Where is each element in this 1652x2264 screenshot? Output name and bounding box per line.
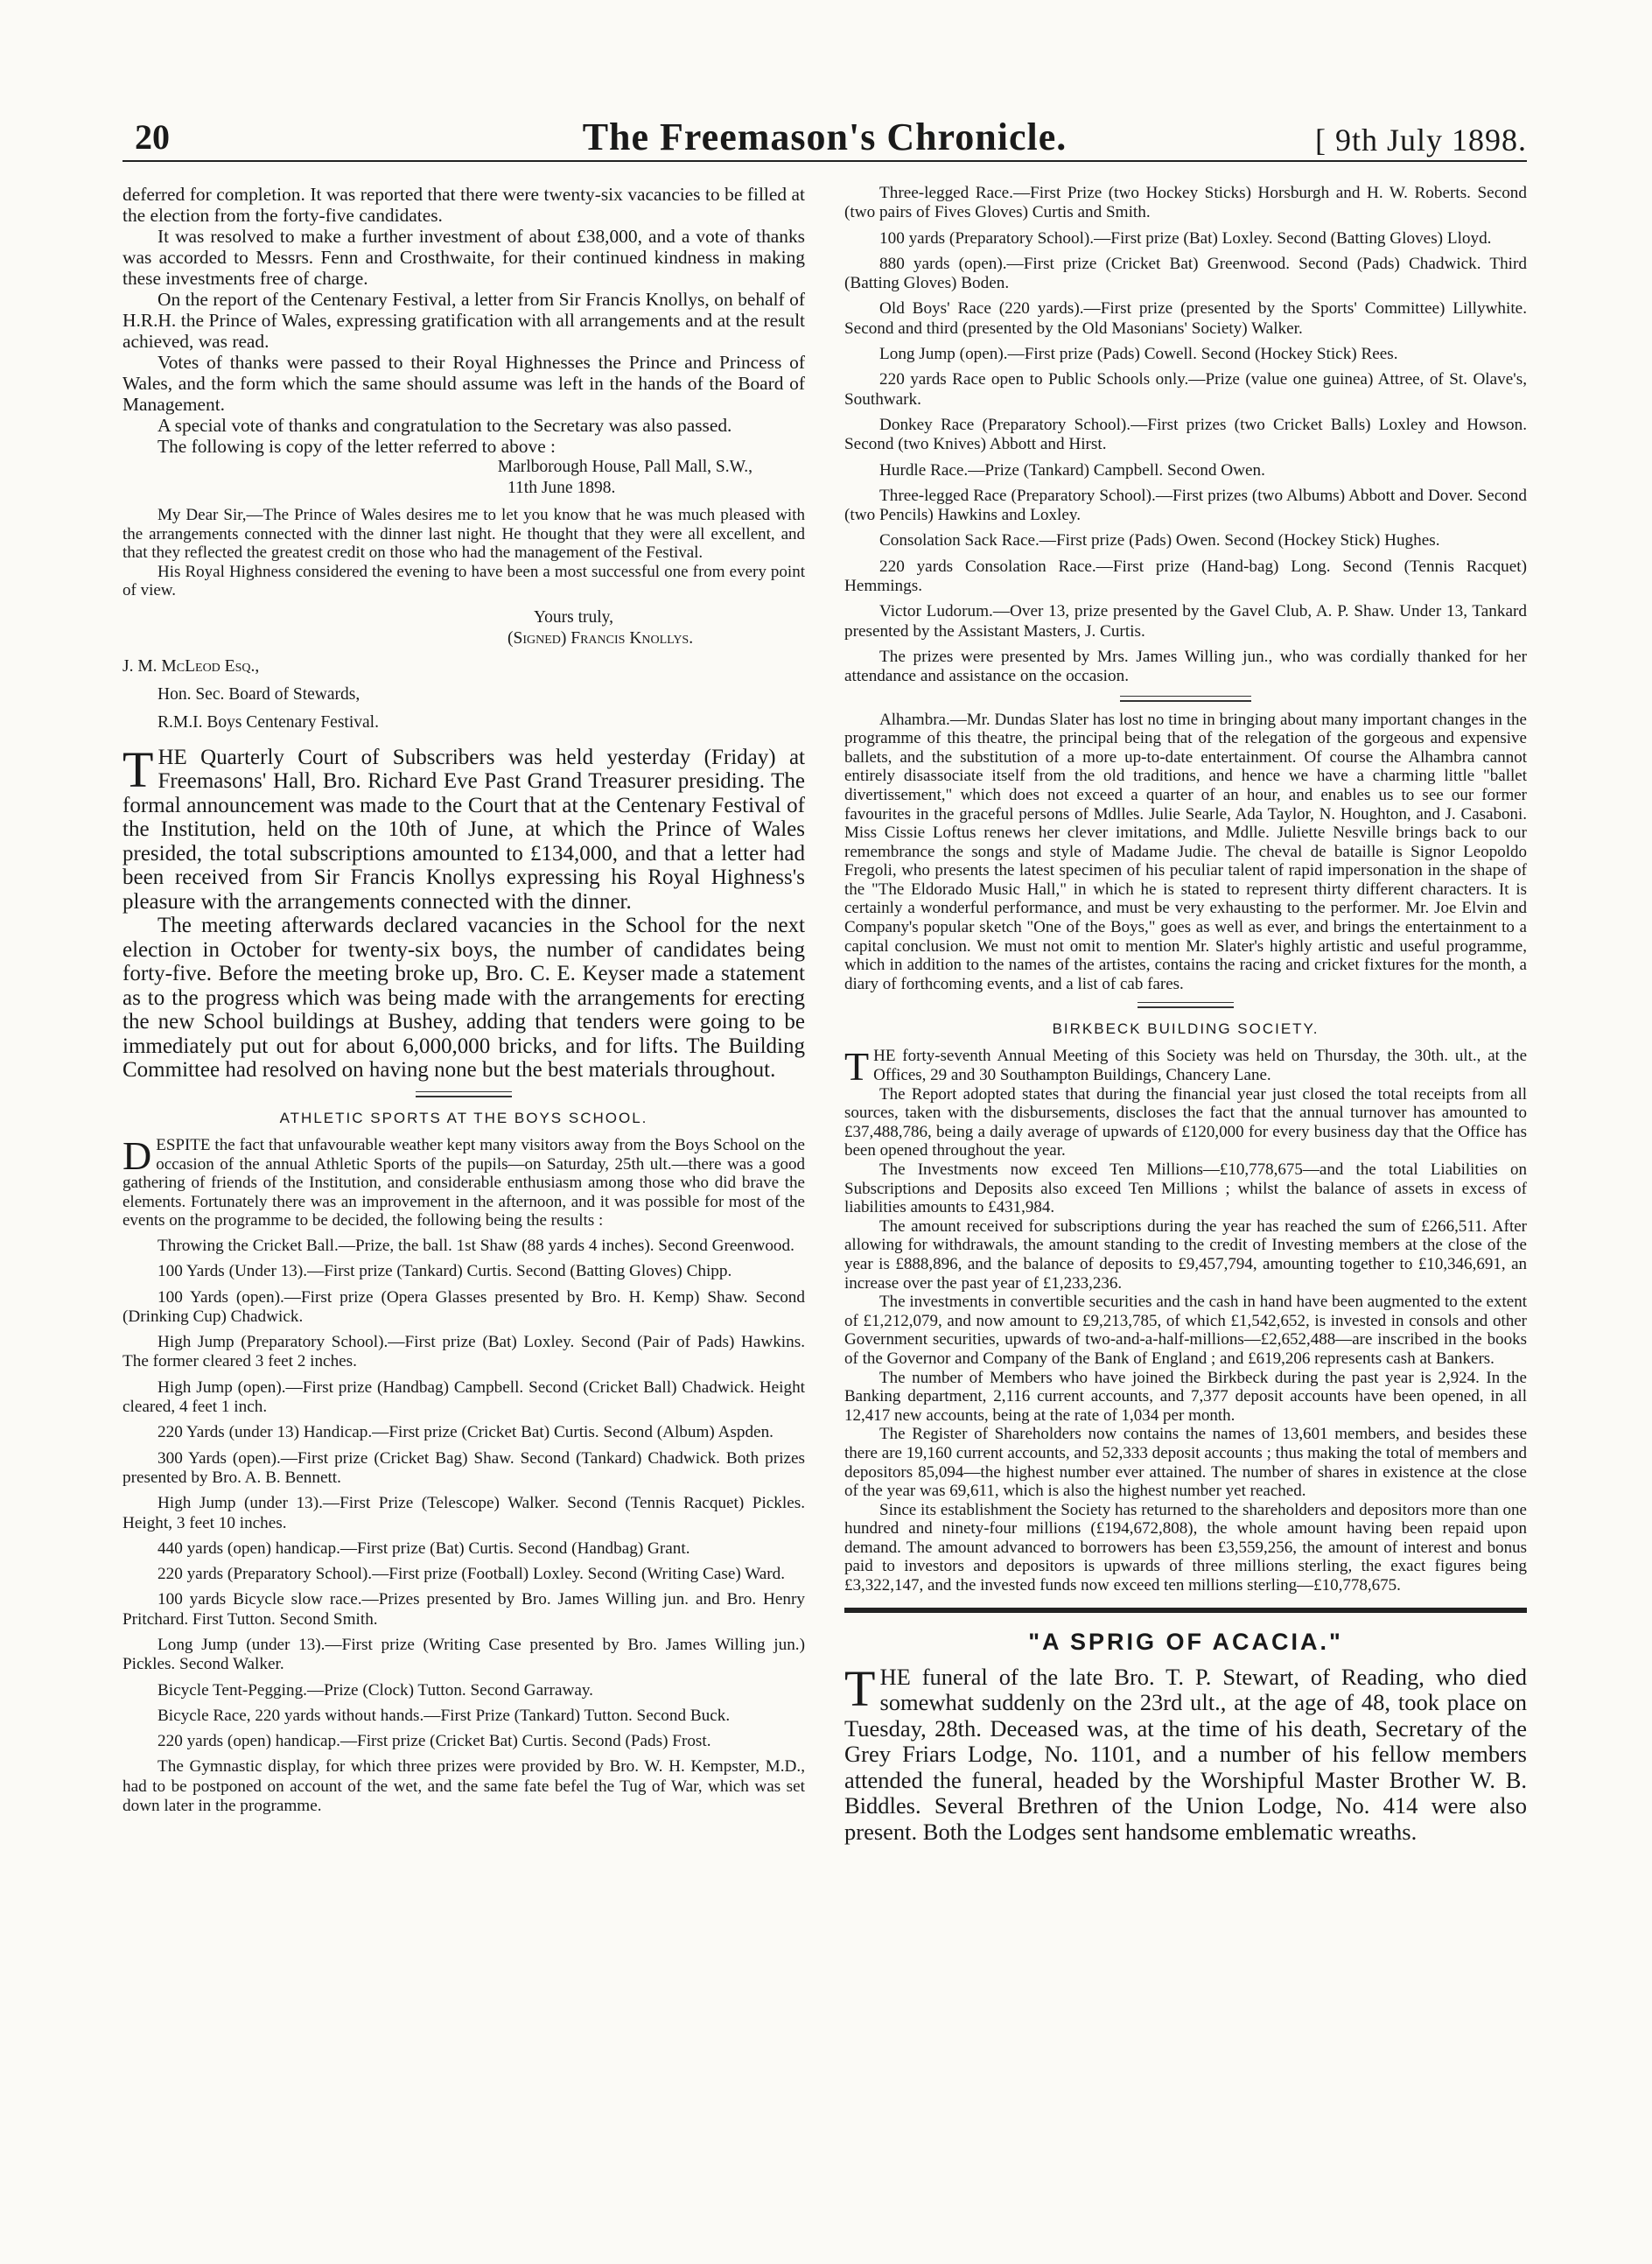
- birkbeck-paragraph: The Investments now exceed Ten Millions—£10,778,675—and the total Liabilities on Subscriptions and Deposits also exceed Ten Millions ; whilst the balance of assets in excess of liabilities amounts to £431,984.: [844, 1160, 1527, 1217]
- result-item: 220 yards Consolation Race.—First prize (Hand-bag) Long. Second (Tennis Racquet) Hemmings.: [844, 557, 1527, 596]
- result-item: Hurdle Race.—Prize (Tankard) Campbell. Second Owen.: [879, 460, 1265, 480]
- letter-body: His Royal Highness considered the evening to have been a most successful one from every point of view.: [122, 562, 805, 600]
- paragraph: Votes of thanks were passed to their Royal Highnesses the Prince and Princess of Wales, and the form which the same should assume was left in the hands of the Board of Management.: [122, 352, 805, 415]
- letter-address: Marlborough House, Pall Mall, S.W.,: [497, 458, 752, 476]
- result-item: Bicycle Tent-Pegging.—Prize (Clock) Tutton. Second Garraway.: [158, 1680, 593, 1700]
- result-item: High Jump (open).—First prize (Handbag) Campbell. Second (Cricket Ball) Chadwick. Height cleared, 4 feet 1 inch.: [122, 1377, 805, 1417]
- section-title-acacia: "A SPRIG OF ACACIA.": [1028, 1628, 1343, 1655]
- result-item: The Gymnastic display, for which three prizes were provided by Bro. W. H. Kempster, M.D., had to be postponed on account of the wet, and the same fate befel the Tug of War, which was set down later in the programme.: [122, 1757, 805, 1816]
- result-item: The prizes were presented by Mrs. James Willing jun., who was cordially thanked for her attendance and assistance on the occasion.: [844, 647, 1527, 686]
- birkbeck-paragraph: The number of Members who have joined the Birkbeck during the past year is 2,924. In the Banking department, 2,116 current accounts, and 7,377 deposit accounts have been opened, in all 12,417 new accounts, being at the rate of 1,034 per month.: [844, 1368, 1527, 1425]
- section-title-birkbeck: BIRKBECK BUILDING SOCIETY.: [1052, 1020, 1320, 1038]
- divider: [1138, 1002, 1234, 1008]
- left-column: [122, 184, 805, 1822]
- paragraph: On the report of the Centenary Festival, a letter from Sir Francis Knollys, on behalf of H.R.H. the Prince of Wales, expressing gratification with all arrangements and at the result achieved, was read.: [122, 289, 805, 352]
- sports-intro: DESPITE the fact that unfavourable weather kept many visitors away from the Boys School on the occasion of the annual Athletic Sports of the pupils—on Saturday, 25th ult.—there was a good gathering of friends of the Institution, and considerable enthusiasm among those who did brave the elements. Fortunately there was an improvement in the afternoon, and it was possible for most of the events on the programme to be decided, the following being the results :: [122, 1132, 805, 1230]
- letter-recipient: Hon. Sec. Board of Stewards,: [158, 684, 360, 704]
- letter-body: My Dear Sir,—The Prince of Wales desires me to let you know that he was much pleased with the arrangements connected with the dinner last night. He thought that they were all excellent, and that they reflected the greatest credit on those who had the management of the Festival.: [122, 506, 805, 563]
- result-item: 880 yards (open).—First prize (Cricket Bat) Greenwood. Second (Pads) Chadwick. Third (Batting Gloves) Boden.: [844, 254, 1527, 293]
- birkbeck-paragraph: THE forty-seventh Annual Meeting of this Society was held on Thursday, the 30th. ult., at the Offices, 29 and 30 Southampton Buildings, Chancery Lane.: [844, 1044, 1527, 1090]
- birkbeck-paragraph: The Report adopted states that during the financial year just closed the total receipts from all sources, taken with the disbursements, discloses the fact that the annual turnover has amounted to £37,488,786, being a daily average of upwards of £120,000 for every business day that the Office has been opened throughout the year.: [844, 1084, 1527, 1160]
- result-item: 440 yards (open) handicap.—First prize (Bat) Curtis. Second (Handbag) Grant.: [158, 1539, 690, 1558]
- page-header: [122, 116, 1527, 162]
- result-item: Long Jump (under 13).—First prize (Writing Case presented by Bro. James Willing jun.) Pickles. Second Walker.: [122, 1635, 805, 1674]
- birkbeck-paragraph: The amount received for subscriptions during the year has reached the sum of £266,511. After allowing for withdrawals, the amount standing to the credit of Investing members at the close of the year is £888,896, and the balance of deposits to £9,457,794, amounting together to £10,346,691, an increase over the past year of £1,233,236.: [844, 1216, 1527, 1293]
- acacia-article: THE funeral of the late Bro. T. P. Stewart, of Reading, who died somewhat suddenly on the 23rd ult., at the age of 48, took place on Tuesday, 28th. Deceased was, at the time of his death, Secretary of the Grey Friars Lodge, No. 1101, and a number of his fellow members attended the funeral, headed by the Worshipful Master Brother W. B. Biddles. Several Brethren of the Union Lodge, No. 414 were also present. Both the Lodges sent handsome emblematic wreaths.: [844, 1659, 1527, 1845]
- paragraph: A special vote of thanks and congratulation to the Secretary was also passed.: [158, 415, 732, 436]
- result-item: Long Jump (open).—First prize (Pads) Cowell. Second (Hockey Stick) Rees.: [879, 345, 1398, 364]
- result-item: 100 yards (Preparatory School).—First prize (Bat) Loxley. Second (Batting Gloves) Lloyd.: [879, 228, 1492, 248]
- court-article: THE Quarterly Court of Subscribers was held yesterday (Friday) at Freemasons' Hall, Bro. Richard Eve Past Grand Treasurer presiding. The formal announcement was made to the Court that at the Centenary Festival of the Institution, held on the 10th of June, at which the Prince of Wales presided, the total subscriptions amounted to £134,000, and that a letter had been received from Sir Francis Knollys expressing his Royal Highness's pleasure with the arrangements connected with the dinner.: [122, 740, 805, 914]
- birkbeck-paragraph: The Register of Shareholders now contains the names of 13,601 members, and besides these there are 19,160 current accounts, and 52,333 deposit accounts ; thus making the total of members and depositors 85,094—the highest number ever attained. The number of shares in existence at the close of the year was 69,611, which is also the highest number yet reached.: [844, 1425, 1527, 1501]
- paragraph: The following is copy of the letter referred to above :: [158, 436, 556, 457]
- result-item: Consolation Sack Race.—First prize (Pads) Owen. Second (Hockey Stick) Hughes.: [879, 531, 1440, 550]
- result-item: 220 yards (open) handicap.—First prize (Cricket Bat) Curtis. Second (Pads) Frost.: [158, 1732, 711, 1751]
- section-divider: [844, 1608, 1527, 1613]
- birkbeck-paragraph: Since its establishment the Society has returned to the shareholders and depositors more than one hundred and ninety-four millions (£194,672,808), the whole amount having been repaid upon demand. The amount advanced to borrowers has been £3,559,256, the amount of interest and bonus paid to investors and depositors is upwards of three millions sterling, the exact figures being £3,322,147, and the invested funds now exceed ten millions sterling—£10,778,675.: [844, 1500, 1527, 1595]
- issue-date: [ 9th July 1898.: [1314, 123, 1527, 158]
- right-column: [844, 184, 1527, 1845]
- letter-closing: Yours truly,: [534, 607, 614, 627]
- result-item: Throwing the Cricket Ball.—Prize, the ball. 1st Shaw (88 yards 4 inches). Second Greenwood.: [158, 1236, 794, 1255]
- letter-signature: (Signed) Francis Knollys.: [508, 628, 694, 648]
- result-item: Three-legged Race.—First Prize (two Hockey Sticks) Horsburgh and H. W. Roberts. Second (two pairs of Fives Gloves) Curtis and Smith.: [844, 184, 1527, 222]
- result-item: High Jump (Preparatory School).—First prize (Bat) Loxley. Second (Pair of Pads) Hawkins. The former cleared 3 feet 2 inches.: [122, 1333, 805, 1371]
- paragraph: deferred for completion. It was reported that there were twenty-six vacancies to be filled at the election from the forty-five candidates.: [122, 184, 805, 226]
- paragraph: It was resolved to make a further investment of about £38,000, and a vote of thanks was accorded to Messrs. Fenn and Crosthwaite, for their continued kindness in making these investments free of charge.: [122, 226, 805, 289]
- masthead-title: The Freemason's Chronicle.: [582, 116, 1068, 158]
- letter-recipient: J. M. McLeod Esq.,: [122, 656, 260, 676]
- divider: [1120, 696, 1251, 702]
- result-item: 220 Yards (under 13) Handicap.—First prize (Cricket Bat) Curtis. Second (Album) Aspden.: [158, 1423, 774, 1442]
- result-item: 220 yards (Preparatory School).—First prize (Football) Loxley. Second (Writing Case) Ward.: [158, 1565, 786, 1584]
- result-item: Three-legged Race (Preparatory School).—First prizes (two Albums) Abbott and Dover. Second (two Pencils) Hawkins and Loxley.: [844, 486, 1527, 525]
- letter-recipient: R.M.I. Boys Centenary Festival.: [158, 712, 379, 732]
- section-title-sports: ATHLETIC SPORTS AT THE BOYS SCHOOL.: [279, 1109, 648, 1126]
- result-item: High Jump (under 13).—First Prize (Telescope) Walker. Second (Tennis Racquet) Pickles. Height, 3 feet 10 inches.: [122, 1494, 805, 1532]
- result-item: 100 yards Bicycle slow race.—Prizes presented by Bro. James Willing jun. and Bro. Henry Pritchard. First Tutton. Second Smith.: [122, 1590, 805, 1629]
- birkbeck-paragraph: The investments in convertible securities and the cash in hand have been augmented to the extent of £1,212,079, and now amount to £9,213,785, of which £1,542,652, is invested in consols and other Government securities, upwards of two-and-a-half-millions—£2,652,488—are inscribed in the books of the Governor and Company of the Bank of England ; and £619,206 represents cash at Bankers.: [844, 1293, 1527, 1368]
- court-article: The meeting afterwards declared vacancies in the School for the next election in October for twenty-six boys, the number of candidates being forty-five. Before the meeting broke up, Bro. C. E. Keyser made a statement as to the progress which was being made with the arrangements for erecting the new School buildings at Bushey, adding that tenders were going to be immediately put out for about 6,000,000 bricks, and for lifts. The Building Committee had resolved on having none but the best materials throughout.: [122, 914, 805, 1083]
- result-item: Donkey Race (Preparatory School).—First prizes (two Cricket Balls) Loxley and Howson. Second (two Knives) Abbott and Hirst.: [844, 415, 1527, 454]
- alhambra-article: Alhambra.—Mr. Dundas Slater has lost no time in bringing about many important changes in the programme of this theatre, the principal being that of the relegation of the gorgeous and expensive ballets, and the substitution of a more up-to-date entertainment. Of course the Alhambra cannot entirely disassociate itself from the old traditions, and hence we have a charming little "ballet divertissement," which does not exceed a quarter of an hour, and enables us to see our former favourites in the graceful persons of Mdlles. Julie Searle, Ada Taylor, N. Houghton, and J. Casaboni. Miss Cissie Loftus renews her clever imitations, and Mdlle. Juliette Nesville brings back to our remembrance the songs and style of Madame Judie. The cheval de bataille is Signor Leopoldo Fregoli, who presents the latest specimen of his peculiar talent of rapid impersonation in the shape of the "The Eldorado Music Hall," in which he is stated to represent thirty different characters. It is certainly a wonderful performance, and must be very exhausting to the performer. Mr. Joe Elvin and Company's popular sketch "One of the Boys," goes as well as ever, and brings the entertainment to a capital conclusion. We must not omit to mention Mr. Slater's highly artistic and useful programme, which in addition to the names of the artistes, contains the racing and cricket fixtures for the month, a diary of forthcoming events, and a list of cab fares.: [844, 710, 1527, 993]
- divider: [416, 1091, 512, 1097]
- result-item: Bicycle Race, 220 yards without hands.—First Prize (Tankard) Tutton. Second Buck.: [158, 1706, 731, 1725]
- result-item: 100 Yards (Under 13).—First prize (Tankard) Curtis. Second (Batting Gloves) Chipp.: [158, 1262, 732, 1281]
- result-item: Old Boys' Race (220 yards).—First prize (presented by the Sports' Committee) Lillywhite. Second and third (presented by the Old Masonians' Society) Walker.: [844, 299, 1527, 338]
- result-item: 100 Yards (open).—First prize (Opera Glasses presented by Bro. H. Kemp) Shaw. Second (Drinking Cup) Chadwick.: [122, 1287, 805, 1326]
- result-item: Victor Ludorum.—Over 13, prize presented by the Gavel Club, A. P. Shaw. Under 13, Tankard presented by the Assistant Masters, J. Curtis.: [844, 602, 1527, 641]
- page-number: 20: [135, 117, 170, 157]
- result-item: 300 Yards (open).—First prize (Cricket Bag) Shaw. Second (Tankard) Chadwick. Both prizes presented by Bro. A. B. Bennett.: [122, 1448, 805, 1487]
- letter-date: 11th June 1898.: [508, 479, 616, 497]
- result-item: 220 yards Race open to Public Schools only.—Prize (value one guinea) Attree, of St. Olave's, Southwark.: [844, 370, 1527, 409]
